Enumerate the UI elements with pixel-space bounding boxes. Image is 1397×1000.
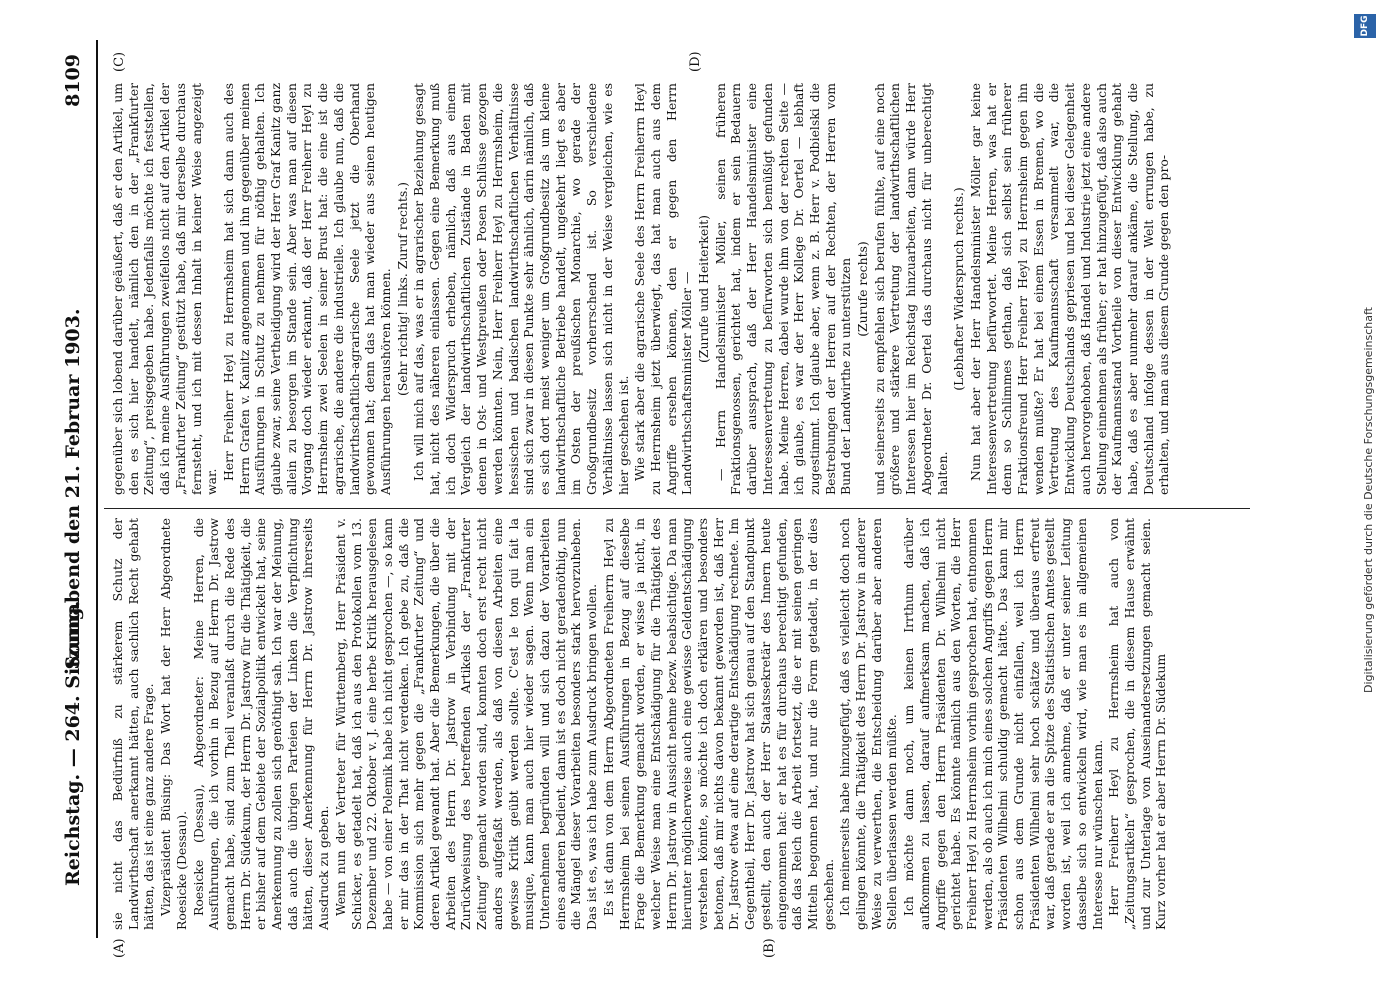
interjection: (Lebhafter Widerspruch rechts.): [951, 187, 967, 391]
paragraph: Wenn nun der Vertreter für Württemberg, Herr Präsident v. Schicker, es getadelt hat, daß ich aus den Protokollen vom 13. Dezember und 22. Oktober v. J. eine herbe Kritik herausgelesen habe — von einer Polemik habe ich nicht gesprochen —, so kann er mir das in der That nicht verdenken. Ich gebe zu, daß die Kommission sich mehr gegen die „Frankfurter Zeitung“ und deren Artikel gewandt hat. Aber die Bemerkungen, die über die Arbeiten des Herrn Dr. Jastrow in Verbindung mit der Zurückweisung des betreffenden Artikels der „Frankfurter Zeitung“ gemacht worden sind, konnten doch erst recht nicht anders aufgefaßt werden, als daß von diesen Arbeiten eine gewisse Kritik geübt werden sollte. C'est le ton qui fait la musique, kann man auch hier wieder sagen. Wenn man ein Unternehmen begründen will und sich dazu der Vorarbeiten eines anderen bedient, dann ist es doch nicht geradenöthig, nun die Mängel dieser Vorarbeiten besonders stark hervorzuheben. Das ist es, was ich habe zum Ausdruck bringen wollen.: [332, 518, 600, 930]
dfg-logo: DFG: [1354, 14, 1376, 38]
page-number: 8109: [62, 54, 84, 107]
paragraph: Es ist dann von dem Herrn Abgeordneten Freiherrn Heyl zu Herrnsheim bei seinen Ausführungen in Bezug auf dieselbe Frage die Bemerkung gemacht worden, er wisse ja nicht, in welcher Weise man eine Entschädigung für die Thätigkeit des Herrn Dr. Jastrow in Aussicht nehme bezw. beabsichtige. Da man hierunter möglicherweise auch eine gewisse Geldentschädigung verstehen könnte, so möchte ich doch erklären und besonders betonen, daß mir nichts davon bekannt geworden ist, daß Herr Dr. Jastrow etwa auf eine derartige Entschädigung rechnete. Im Gegentheil, Herr Dr. Jastrow hat sich genau auf den Standpunkt gestellt, den auch der Herr Staatssekretär des Innern heute eingenommen hat: er hat es für durchaus berechtigt gefunden, daß das Reich die Arbeit fortsetzt, die er mit seinen geringen Mitteln begonnen hat, und nur die Form getadelt, in der dies geschehen.: [600, 518, 836, 930]
paragraph: Wie stark aber die agrarische Seele des Herrn Freiherrn Heyl zu Herrnsheim jetzt überwiegt, das hat man auch aus dem Angriffe ersehen können, den er gegen den Herrn Landwirthschaftsminister Möller —: [632, 83, 695, 495]
paragraph: Herr Freiherr Heyl zu Herrnsheim hat sich dann auch des Herrn Grafen v. Kanitz angenommen und ihn gegenüber meinen Ausführungen in Schutz zu nehmen für nöthig gehalten. Ich glaube zwar, seine Vertheidigung wird der Herr Graf Kanitz ganz allein zu besorgen im Stande sein. Aber was man auf diesen Vorgang doch wieder erkannt, daß der Herr Freiherr Heyl zu Herrnsheim zwei Seelen in seiner Brust hat: die eine ist die agrarische, die andere die industrielle. Ich glaube nun, daß die landwirthschaftlich-agrarische Seele jetzt die Oberhand gewonnen hat; denn das hat man wieder aus seinen heutigen Ausführungen heraushören können.: [220, 83, 393, 495]
paragraph: — Herrn Handelsminister Möller, seinen früheren Fraktionsgenossen, gerichtet hat, indem er sein Bedauern darüber aussprach, daß der Herr Handelsminister eine Interessenvertretung zu befürworten sich bemüßigt gefunden habe. Meine Herren, dabei wurde ihm von der rechten Seite — ich glaube, es war der Herr Kollege Dr. Oertel — lebhaft zugestimmt. Ich glaube aber, wenn z. B. Herr v. Podbielski die Bestrebungen der Herren auf der Rechten, der Herren vom Bund der Landwirthe zu unterstützen: [712, 83, 854, 495]
page-header: [62, 40, 92, 938]
header-center: Sonnabend den 21. Februar 1903.: [62, 308, 84, 670]
paragraph: Ich will mich auf das, was er in agrarischer Beziehung gesagt hat, nicht des näheren einlassen. Gegen eine Bemerkung muß ich doch Widerspruch erheben, nämlich, daß aus einem Vergleich der landwirthschaftlichen Zustände in Baden mit denen in Ost- und Westpreußen oder Posen Schlüsse gezogen werden könnten. Nein, Herr Freiherr Heyl zu Herrnsheim, die hessischen und badischen landwirthschaftlichen Verhältnisse sind sich zwar in diesen Punkte sehr ähnlich, darin nämlich, daß es sich dort meist weniger um Großgrundbesitz als um kleine landwirthschaftliche Betriebe handelt, ungekehrt liegt es aber im Osten der preußischen Monarchie, wo gerade der Großgrundbesitz vorherrschend ist. So verschiedene Verhältnisse lassen sich nicht in der Weise vergleichen, wie es hier geschehen ist.: [411, 83, 631, 495]
interjection: (Zurufe und Heiterkeit): [696, 215, 712, 363]
column-divider: [104, 508, 1250, 509]
margin-letter-b: (B): [762, 938, 777, 958]
margin-letter-c: (C): [112, 51, 127, 72]
paragraph: Vizepräsident Büsing: Das Wort hat der Herr Abgeordnete Roesicke (Dessau).: [158, 518, 189, 930]
paragraph: gegenüber sich lobend darüber geäußert, daß er den Artikel, um den es sich hier handelt, nämlich den in der „Frankfurter Zeitung“, preisgegeben habe. Jedenfalls möchte ich feststellen, daß ich meine Ausführungen zweifellos nicht auf den Artikel der „Frankfurter Zeitung“ gestützt habe, daß mir derselbe durchaus fernsteht, und ich mit dessen Inhalt in keiner Weise angezeigt war.: [110, 83, 220, 495]
margin-letter-a: (A): [112, 938, 127, 958]
column-left: [110, 518, 1170, 930]
paragraph: Ich meinerseits habe hinzugefügt, daß es vielleicht doch noch gelingen könnte, die Thätigkeit des Herrn Dr. Jastrow in anderer Weise zu verwerthen, die Entscheidung darüber aber anderen Stellen überlassen werden müßte.: [837, 518, 900, 930]
paragraph: Roesicke (Dessau), Abgeordneter: Meine Herren, die Ausführungen, die ich vorhin in Bezug auf Herrn Dr. Jastrow gemacht habe, sind zum Theil veranlaßt durch die Rede des Herrn Dr. Südekum, der Herrn Dr. Jastrow für die Thätigkeit, die er bisher auf dem Gebiete der Sozialpolitik entwickelt hat, seine Anerkennung zu zollen sich genöthigt sah. Ich war der Meinung, daß auch die übrigen Parteien der Linken die Verpflichtung hätten, dieser Anerkennung für Herrn Dr. Jastrow ihrerseits Ausdruck zu geben.: [190, 518, 332, 930]
paragraph: und seinerseits zu empfehlen sich berufen fühlte, auf eine noch größere und stärkere Vertretung der landwirthschaftlichen Interessen hier im Reichstag hinzuarbeiten, dann würde Herr Abgeordneter Dr. Oertel das durchaus nicht für unberechtigt halten.: [871, 83, 950, 495]
header-left: Reichstag. — 264. Sitzung.: [62, 600, 84, 886]
digitization-notice: Digitalisierung gefördert durch die Deutsche Forschungsgemeinschaft: [1362, 307, 1375, 693]
margin-letter-d: (D): [688, 51, 703, 72]
interjection: (Sehr richtig! links. Zuruf rechts.): [394, 181, 410, 397]
header-rule: [96, 40, 98, 938]
interjection: (Zurufe rechts): [855, 241, 871, 337]
paragraph: sie nicht das Bedürfniß zu stärkerem Schutz der Landwirthschaft anerkannt hätten, auch sachlich Recht gehabt hätten, das ist eine ganz andere Frage.: [110, 518, 157, 930]
column-right: [110, 83, 1173, 495]
paragraph: Ich möchte dann noch, um keinen Irrthum darüber aufkommen zu lassen, darauf aufmerksam machen, daß ich Angriffe gegen den Herrn Präsidenten Dr. Wilhelmi nicht gerichtet habe. Es könnte nämlich aus den Worten, die Herr Freiherr Heyl zu Herrnsheim vorhin gesprochen hat, entnommen werden, als ob auch ich mich eines solchen Angriffs gegen Herrn Präsidenten Wilhelmi schuldig gemacht hätte. Das kann mir schon aus dem Grunde nicht einfallen, weil ich Herrn Präsidenten Wilhelmi sehr hoch schätze und überaus erfreut war, daß gerade er an die Spitze des Statistischen Amtes gestellt worden ist, weil ich annehme, daß er unter seiner Leitung dasselbe sich so entwickeln wird, wie man es im allgemeinen Interesse nur wünschen kann.: [901, 518, 1105, 930]
paragraph: Nun hat aber der Herr Handelsminister Möller gar keine Interessenvertretung befürwortet. Meine Herren, was hat er denn so Schlimmes gethan, daß sich selbst sein früherer Fraktionsfreund Herr Freiherr Heyl zu Herrnsheim gegen ihn wenden mußte? Er hat bei einem Essen in Bremen, wo die Vertretung des Kaufmannsschaft versammelt war, die Entwicklung Deutschlands gepriesen und bei dieser Gelegenheit auch hervorgehoben, daß Handel und Industrie jetzt eine andere Stellung einnehmen als früher; er hat hinzugefügt, daß also auch der Kaufmannsstand Vortheile von dieser Entwicklung gehabt habe, daß es aber nunmehr darauf ankäme, die Stellung, die Deutschland infolge dessen in der Welt errungen habe, zu erhalten, und man aus diesem Grunde gegen den pro-: [967, 83, 1172, 495]
paragraph: Herr Freiherr Heyl zu Herrnsheim hat auch von „Zeitungsartikeln“ gesprochen, die in diesem Hause erwähnt und zur Unterlage von Auseinandersetzungen gemacht seien. Kurz vorher hat er aber Herrn Dr. Südekum: [1106, 518, 1169, 930]
